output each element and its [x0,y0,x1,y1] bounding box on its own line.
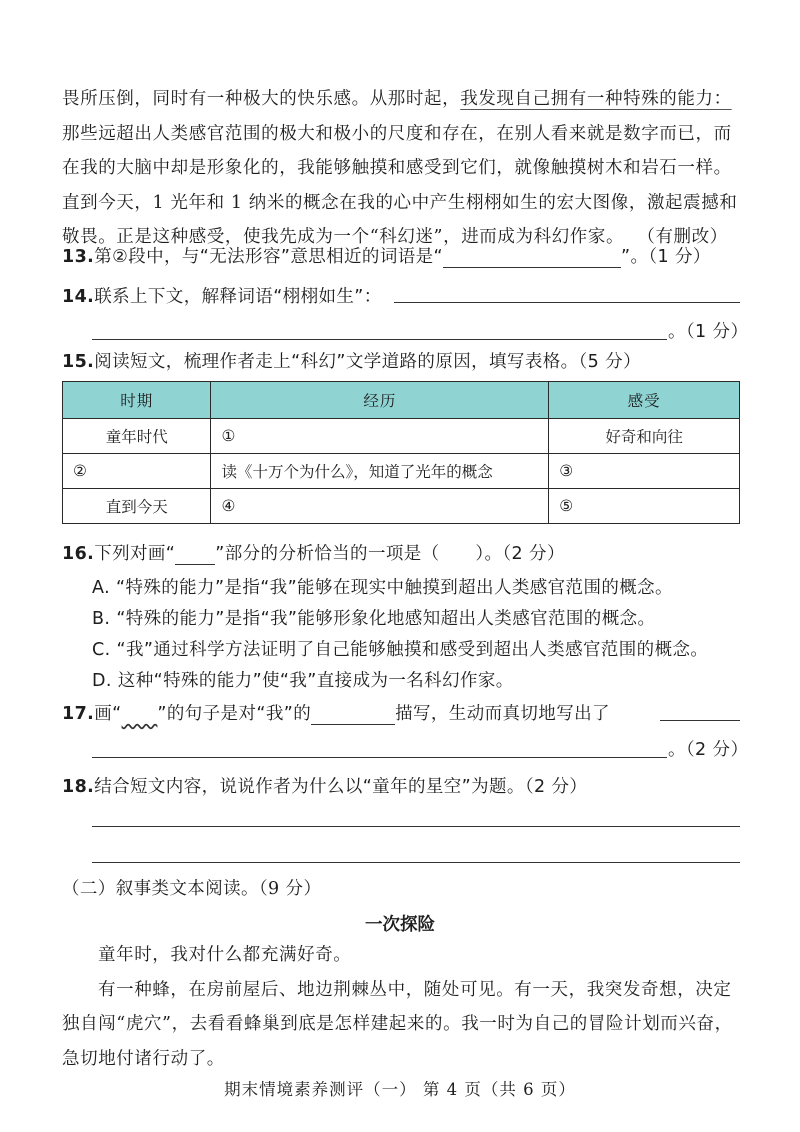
question-14-end: 。（1 分） [668,322,749,342]
option-b[interactable]: B. “特殊的能力”是指“我”能够形象化地感知超出人类感官范围的概念。 [92,609,656,629]
answer-line[interactable] [394,302,740,303]
story-line: 童年时，我对什么都充满好奇。 [98,945,352,965]
table-cell: 直到今天 [63,489,211,524]
story-passage [62,938,742,1076]
table-row [63,419,740,454]
option-d[interactable]: D. 这种“特殊的能力”使“我”直接成为一名科幻作家。 [92,671,514,691]
table-cell-answer[interactable]: ① [211,419,549,454]
question-number: 16. [62,544,95,564]
story-line: 有一种蜂，在房前屋后、地边荆棘丛中，随处可见。有一天，我突发奇想，决定 [98,979,732,1000]
question-number: 14. [62,287,95,307]
table-header: 时期 [63,382,211,419]
table-cell-answer[interactable]: ② [63,454,211,489]
answer-line[interactable] [92,757,667,758]
question-number: 17. [62,704,95,724]
table-cell-answer[interactable]: ⑤ [549,489,740,524]
answer-line[interactable] [92,339,667,340]
question-number: 18. [62,777,95,797]
answer-line[interactable] [92,826,740,827]
table-cell: 读《十万个为什么》，知道了光年的概念 [211,454,549,489]
table-row [63,489,740,524]
underlined-sentence: 我发现自己拥有一种特殊的能力： [460,89,732,109]
reasons-table [62,381,740,524]
question-16: 16.下列对画“ ”部分的分析恰当的一项是（ ）。（2 分） [62,544,565,564]
question-number: 15. [62,352,95,372]
passage-line: 那些远超出人类感官范围的极大和极小的尺度和存在，在别人看来就是数字而已，而 [62,123,732,144]
question-17-end: 。（2 分） [668,740,749,760]
question-number: 13. [62,247,95,267]
table-cell: 好奇和向往 [549,419,740,454]
story-title: 一次探险 [365,915,435,935]
table-header: 经历 [211,382,549,419]
page-footer: 期末情境素养测评（一） 第 4 页（共 6 页） [224,1080,576,1099]
table-cell: 童年时代 [63,419,211,454]
passage-line: 畏所压倒，同时有一种极大的快乐感。从那时起，我发现自己拥有一种特殊的能力： [62,89,732,109]
answer-line[interactable] [660,720,740,721]
story-line: 独自闯“虎穴”，去看看蜂巢到底是怎样建起来的。我一时为自己的冒险计划而兴奋， [62,1014,733,1034]
table-header: 感受 [549,382,740,419]
edit-note: （有删改） [646,227,728,247]
section-heading: （二）叙事类文本阅读。（9 分） [62,879,322,899]
underline-marker [175,546,215,565]
answer-blank[interactable] [311,706,395,725]
answer-blank[interactable] [443,249,621,268]
passage-line: 直到今天，1 光年和 1 纳米的概念在我的心中产生栩栩如生的宏大图像，激起震撼和 [62,192,738,213]
table-header-row [63,382,740,419]
question-17: 17.画“ ”的句子是对“我”的 描写，生动而真切地写出了 [62,704,610,724]
question-13: 13.第②段中，与“无法形容”意思相近的词语是“ ”。（1 分） [62,247,711,267]
table-row [63,454,740,489]
table-cell-answer[interactable]: ④ [211,489,549,524]
question-15: 15.阅读短文，梳理作者走上“科幻”文学道路的原因，填写表格。（5 分） [62,352,641,372]
option-c[interactable]: C. “我”通过科学方法证明了自己能够触摸和感受到超出人类感官范围的概念。 [92,640,709,660]
passage-line: 敬畏。正是这种感受，使我先成为一个“科幻迷”，进而成为科幻作家。 （有删改） [62,227,728,247]
passage-ending [62,82,742,255]
passage-line: 在我的大脑中却是形象化的，我能够触摸和感受到它们，就像触摸树木和岩石一样。 [62,158,732,178]
wavy-marker [122,704,158,724]
question-18: 18.结合短文内容，说说作者为什么以“童年的星空”为题。（2 分） [62,777,588,797]
table-cell-answer[interactable]: ③ [549,454,740,489]
question-14: 14.联系上下文，解释词语“栩栩如生”： [62,287,382,307]
option-a[interactable]: A. “特殊的能力”是指“我”能够在现实中触摸到超出人类感官范围的概念。 [92,578,673,598]
story-line: 急切地付诸行动了。 [62,1048,225,1069]
answer-line[interactable] [92,862,740,863]
